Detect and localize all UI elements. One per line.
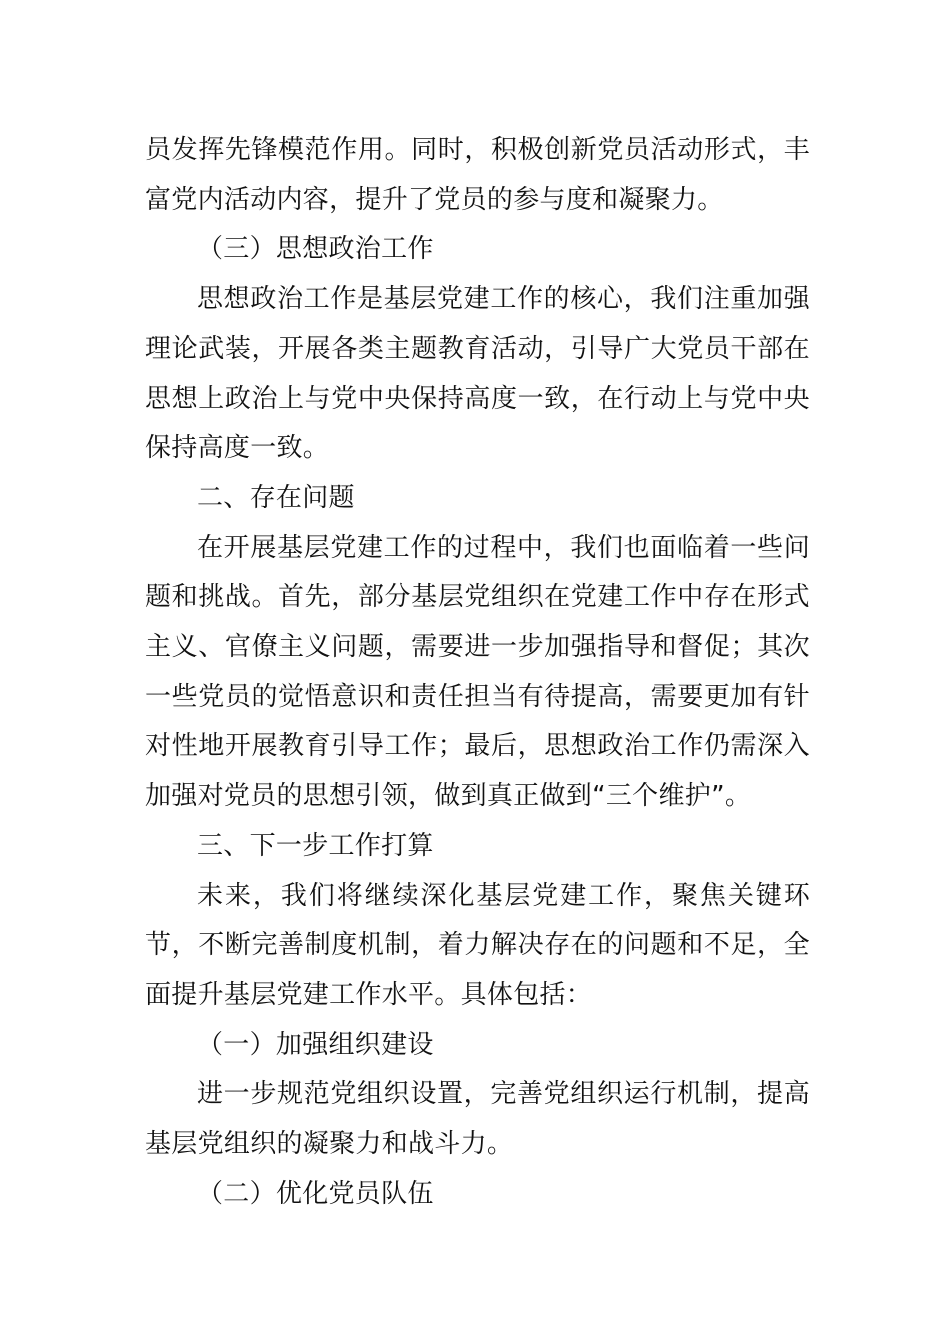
paragraph-continuation: 员发挥先锋模范作用。同时，积极创新党员活动形式，丰富党内活动内容，提升了党员的参与度和凝聚力。: [145, 135, 810, 215]
document-body: [145, 126, 810, 1219]
section-heading-3: （三）思想政治工作: [197, 234, 434, 265]
section-heading-1: （一）加强组织建设: [197, 1029, 434, 1060]
section-heading-2: （二）优化党员队伍: [197, 1178, 434, 1209]
paragraph-next-steps: 未来，我们将继续深化基层党建工作，聚焦关键环节，不断完善制度机制，着力解决存在的问题和不足，全面提升基层党建工作水平。具体包括：: [145, 880, 810, 1010]
section-heading-problems: 二、存在问题: [197, 482, 355, 513]
section-heading-next-steps: 三、下一步工作打算: [197, 830, 434, 861]
paragraph-problems: 在开展基层党建工作的过程中，我们也面临着一些问题和挑战。首先，部分基层党组织在党建工作中存在形式主义、官僚主义问题，需要进一步加强指导和督促；其次一些党员的觉悟意识和责任担当有待提高，需要更加有针对性地开展教育引导工作；最后，思想政治工作仍需深入加强对党员的思想引领，做到真正做到“三个维护”。: [145, 532, 810, 812]
paragraph-organization: 进一步规范党组织设置，完善党组织运行机制，提高基层党组织的凝聚力和战斗力。: [145, 1079, 810, 1160]
paragraph-ideology: 思想政治工作是基层党建工作的核心，我们注重加强理论武装，开展各类主题教育活动，引导广大党员干部在思想上政治上与党中央保持高度一致，在行动上与党中央保持高度一致。: [145, 284, 810, 464]
